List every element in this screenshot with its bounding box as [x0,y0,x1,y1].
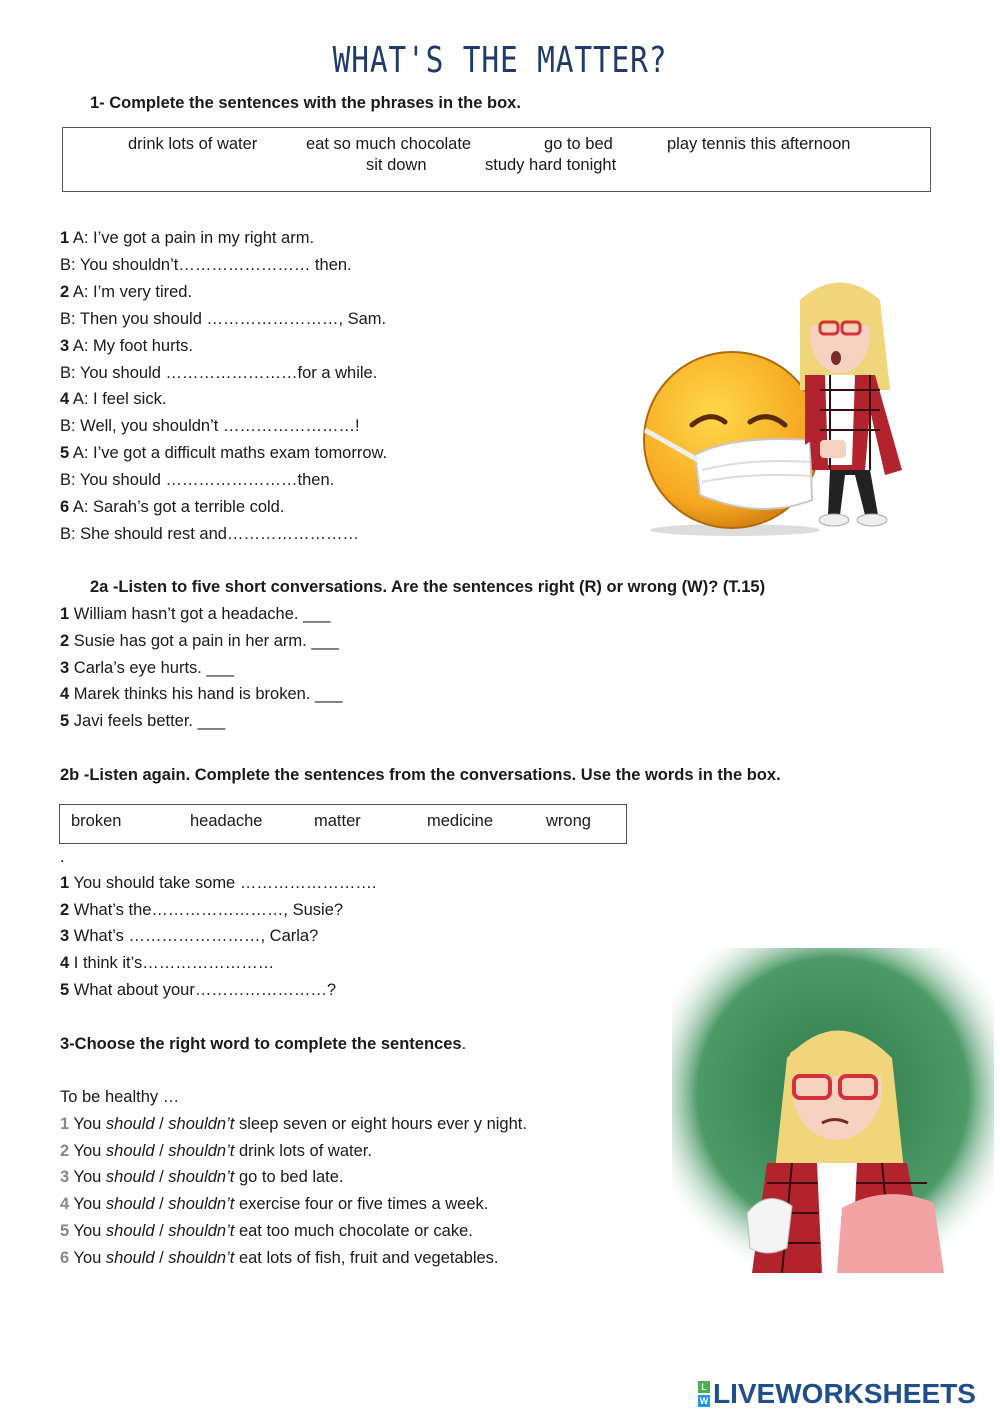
ex1-line: B: She should rest and…………………… [60,525,359,543]
word-box-item: headache [190,812,263,830]
word-box-item: study hard tonight [485,156,617,174]
option-shouldnt[interactable]: shouldn’t [168,1142,235,1160]
ex1-word-box [62,127,931,192]
ex2a-heading: 2a -Listen to five short conversations. Are the sentences right (R) or wrong (W)? (T.15) [90,578,766,596]
ex2b-line: 2 What’s the……………………, Susie? [60,901,344,919]
page-title: WHAT'S THE MATTER? [332,40,668,81]
ex2a-line: 2 Susie has got a pain in her arm. ___ [60,632,339,650]
word-box-item: drink lots of water [128,135,258,153]
ex1-line: B: Well, you shouldn’t ……………………! [60,417,360,435]
option-shouldnt[interactable]: shouldn’t [168,1168,235,1186]
option-shouldnt[interactable]: shouldn’t [168,1222,235,1240]
sick-girl-illustration [672,948,994,1273]
ex1-line: B: You shouldn’t…………………… then. [60,256,352,274]
ex1-line: 5 A: I’ve got a difficult maths exam tomorrow. [60,444,388,462]
ex2a-line: 3 Carla’s eye hurts. ___ [60,659,234,677]
ex2a-line: 4 Marek thinks his hand is broken. ___ [60,685,343,703]
blanket [837,1194,944,1273]
ex3-line: 5 You should / shouldn’t eat too much chocolate or cake. [60,1222,473,1240]
ex2a-line: 1 William hasn’t got a headache. ___ [60,605,331,623]
ex1-line: 3 A: My foot hurts. [60,337,193,355]
ex1-line: B: You should ……………………for a while. [60,364,378,382]
option-should[interactable]: should [105,1249,155,1267]
ex2b-line: 3 What’s ……………………, Carla? [60,927,319,945]
word-box-item: medicine [427,812,494,830]
ex2b-dot: . [60,848,65,866]
ex1-line: 4 A: I feel sick. [60,390,167,408]
word-box-item: wrong [546,812,591,830]
liveworksheets-logo-icon: L W [699,1382,709,1406]
word-box-item: matter [314,812,361,830]
ex1-line: 6 A: Sarah’s got a terrible cold. [60,498,285,516]
option-should[interactable]: should [105,1168,155,1186]
ex3-line: 1 You should / shouldn’t sleep seven or eight hours ever y night. [60,1115,527,1133]
word-box-item: broken [71,812,122,830]
ex3-line: 3 You should / shouldn’t go to bed late. [60,1168,344,1186]
word-box-item: go to bed [544,135,613,153]
ex1-line: 1 A: I’ve got a pain in my right arm. [60,229,315,247]
option-should[interactable]: should [105,1222,155,1240]
coughing-girl-avatar [800,283,902,527]
ex2b-word-box [59,804,627,844]
ex1-line: B: You should ……………………then. [60,471,335,489]
ex3-intro: To be healthy … [60,1088,180,1106]
liveworksheets-logo [698,1378,976,1410]
tissue-icon [747,1198,792,1253]
brand-text: LIVEWORKSHEETS [713,1378,976,1409]
word-box-item: eat so much chocolate [306,135,472,153]
ex3-line: 4 You should / shouldn’t exercise four or five times a week. [60,1195,489,1213]
option-should[interactable]: should [105,1115,155,1133]
ex2a-line: 5 Javi feels better. ___ [60,712,226,730]
ex3-line: 6 You should / shouldn’t eat lots of fish, fruit and vegetables. [60,1249,499,1267]
word-box-item: play tennis this afternoon [667,135,851,153]
option-should[interactable]: should [105,1142,155,1160]
option-shouldnt[interactable]: shouldn’t [168,1115,235,1133]
word-box-item: sit down [366,156,427,174]
ex1-line: 2 A: I’m very tired. [60,283,193,301]
ex3-line: 2 You should / shouldn’t drink lots of water. [60,1142,372,1160]
ex2b-line: 4 I think it’s…………………… [60,954,275,972]
ex1-heading: 1- Complete the sentences with the phrases in the box. [90,94,521,112]
ex3-heading: 3-Choose the right word to complete the sentences. [60,1035,467,1053]
ex2b-heading: 2b -Listen again. Complete the sentences from the conversations. Use the words in the box. [60,766,781,784]
ex2b-line: 5 What about your……………………? [60,981,337,999]
option-shouldnt[interactable]: shouldn’t [168,1195,235,1213]
ex1-line: B: Then you should ……………………, Sam. [60,310,387,328]
ex2b-line: 1 You should take some ……………………. [60,874,377,892]
sick-illustration [640,270,920,540]
option-shouldnt[interactable]: shouldn’t [168,1249,235,1267]
option-should[interactable]: should [105,1195,155,1213]
face-mask-icon [695,439,812,509]
